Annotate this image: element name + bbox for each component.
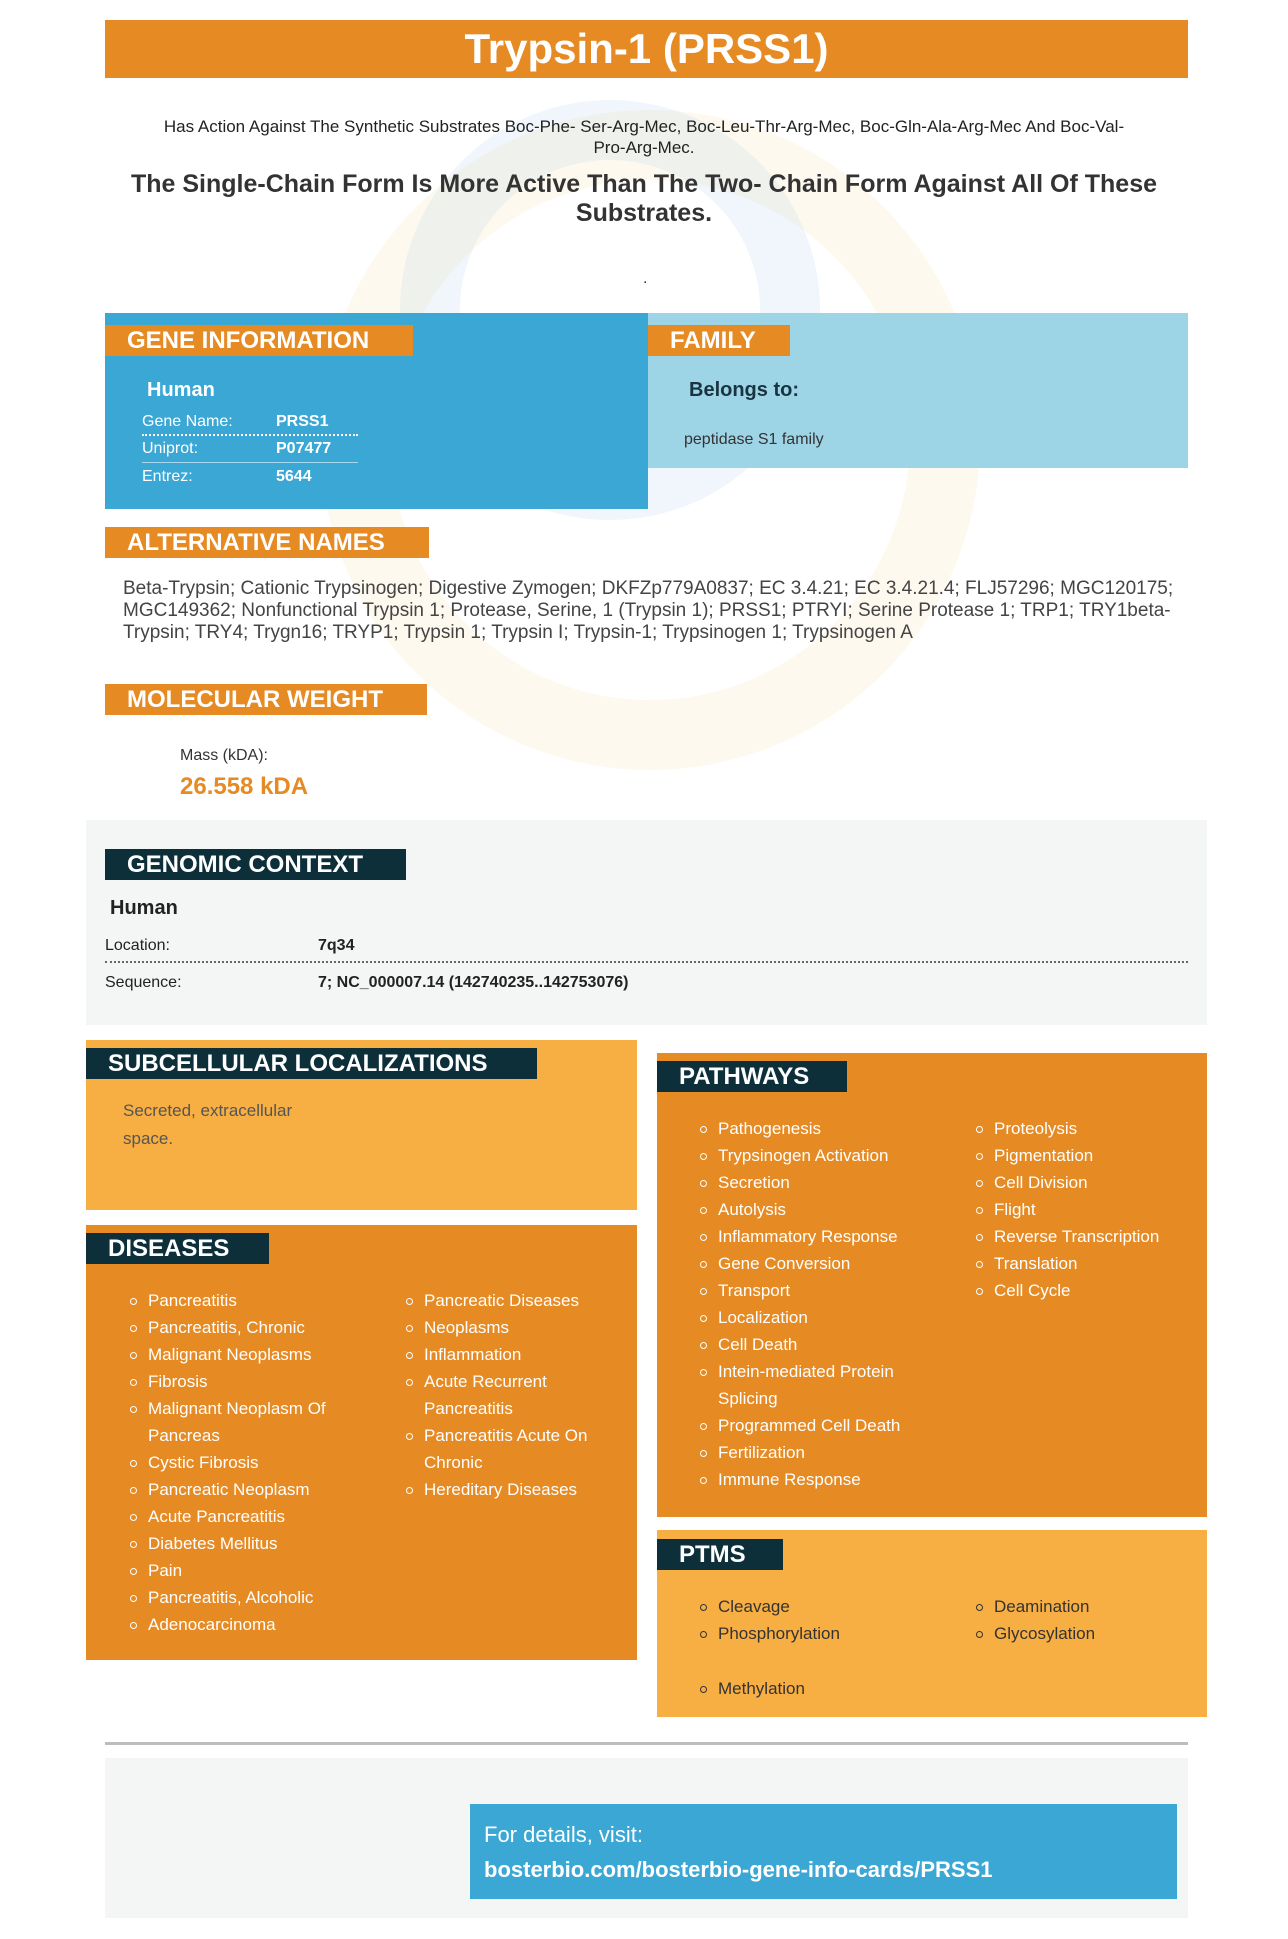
pathways-heading: PATHWAYS — [657, 1061, 847, 1092]
list-item: Inflammatory Response — [698, 1223, 938, 1250]
list-item: Malignant Neoplasm Of Pancreas — [128, 1395, 358, 1449]
list-item: Immune Response — [698, 1466, 938, 1493]
ptms-column-2 — [974, 1593, 1199, 1647]
list-item: Intein-mediated Protein Splicing — [698, 1358, 938, 1412]
list-item: Diabetes Mellitus — [128, 1530, 358, 1557]
sequence-value: 7; NC_000007.14 (142740235..142753076) — [318, 973, 629, 991]
list-item: Cell Death — [698, 1331, 938, 1358]
gene-species: Human — [147, 379, 215, 401]
pathways-column-2 — [974, 1115, 1199, 1304]
uniprot-value: P07477 — [276, 440, 332, 457]
list-item: Proteolysis — [974, 1115, 1199, 1142]
list-item: Flight — [974, 1196, 1199, 1223]
list-item: Acute Pancreatitis — [128, 1503, 358, 1530]
sequence-row — [105, 966, 1188, 999]
list-item: Cell Cycle — [974, 1277, 1199, 1304]
diseases-column-2 — [404, 1287, 619, 1503]
list-item: Glycosylation — [974, 1620, 1199, 1647]
diseases-list-1 — [128, 1287, 358, 1638]
pathways-column-1 — [698, 1115, 938, 1493]
list-item: Deamination — [974, 1593, 1199, 1620]
uniprot-row — [142, 436, 358, 463]
diseases-heading: DISEASES — [86, 1233, 269, 1264]
list-item: Pancreatitis, Chronic — [128, 1314, 358, 1341]
list-item: Trypsinogen Activation — [698, 1142, 938, 1169]
pathways-list-1 — [698, 1115, 938, 1493]
details-link-box[interactable] — [470, 1804, 1177, 1899]
gene-information-heading: GENE INFORMATION — [105, 325, 413, 356]
genomic-context-heading: GENOMIC CONTEXT — [105, 849, 406, 880]
list-item: Cleavage — [698, 1593, 938, 1620]
list-item: Fertilization — [698, 1439, 938, 1466]
subcellular-heading: SUBCELLULAR LOCALIZATIONS — [86, 1048, 537, 1079]
diseases-list-2 — [404, 1287, 619, 1503]
list-item: Acute Recurrent Pancreatitis — [404, 1368, 619, 1422]
ptms-column-1 — [698, 1593, 938, 1647]
ptms-heading: PTMS — [657, 1539, 783, 1570]
entrez-row — [142, 463, 358, 490]
list-item: Transport — [698, 1277, 938, 1304]
page-title: Trypsin-1 (PRSS1) — [105, 20, 1188, 78]
mass-value: 26.558 kDA — [180, 773, 309, 800]
details-url-link[interactable]: bosterbio.com/bosterbio-gene-info-cards/PRSS1 — [484, 1857, 993, 1882]
ptms-column-extra — [698, 1675, 938, 1702]
list-item: Pancreatic Diseases — [404, 1287, 619, 1314]
genomic-species: Human — [110, 897, 178, 919]
list-item: Hereditary Diseases — [404, 1476, 619, 1503]
ptms-list-2 — [974, 1593, 1199, 1647]
list-item: Programmed Cell Death — [698, 1412, 938, 1439]
location-value: 7q34 — [318, 936, 355, 954]
details-label: For details, visit: — [484, 1822, 643, 1847]
gene-info-table — [142, 409, 358, 490]
list-item: Pancreatitis — [128, 1287, 358, 1314]
list-item: Reverse Transcription — [974, 1223, 1199, 1250]
list-item: Pain — [128, 1557, 358, 1584]
list-item: Pigmentation — [974, 1142, 1199, 1169]
gene-name-row — [142, 409, 358, 436]
mass-label: Mass (kDA): — [180, 747, 268, 764]
family-value: peptidase S1 family — [684, 431, 824, 448]
sequence-label: Sequence: — [105, 973, 182, 991]
location-row — [105, 930, 1188, 963]
gene-name-label: Gene Name: — [142, 412, 233, 430]
diseases-column-1 — [128, 1287, 358, 1638]
location-label: Location: — [105, 936, 170, 954]
gene-name-value: PRSS1 — [276, 412, 329, 430]
entrez-value: 5644 — [276, 467, 312, 485]
list-item: Pathogenesis — [698, 1115, 938, 1142]
alternative-names-text: Beta-Trypsin; Cationic Trypsinogen; Digestive Zymogen; DKFZp779A0837; EC 3.4.21; EC 3.4.21.4; FLJ57296; MGC120175; MGC149362; Nonfunctional Trypsin 1; Protease, Serine, 1 (Trypsin 1); PRSS1; PTRYI; Serine Protease 1; TRP1; TRY1beta-Trypsin; TRY4; Trygn16; TRYP1; Trypsin 1; Trypsin I; Trypsin-1; Trypsinogen 1; Trypsinogen A — [123, 578, 1174, 643]
list-item: Inflammation — [404, 1341, 619, 1368]
function-description: Has Action Against The Synthetic Substrates Boc-Phe- Ser-Arg-Mec, Boc-Leu-Thr-Arg-Mec, Boc-Gln-Ala-Arg-Mec And Boc-Val- Pro-Arg-Mec. — [163, 117, 1125, 157]
alternative-names-heading: ALTERNATIVE NAMES — [105, 527, 429, 558]
family-belongs-label: Belongs to: — [689, 379, 799, 401]
entrez-label: Entrez: — [142, 467, 193, 485]
list-item: Gene Conversion — [698, 1250, 938, 1277]
molecular-weight-heading: MOLECULAR WEIGHT — [105, 684, 427, 715]
function-highlight: The Single-Chain Form Is More Active Than The Two- Chain Form Against All Of These Substrates. — [130, 170, 1157, 227]
list-item: Translation — [974, 1250, 1199, 1277]
footer-divider — [105, 1742, 1188, 1745]
list-item: Localization — [698, 1304, 938, 1331]
list-item: Pancreatitis, Alcoholic — [128, 1584, 358, 1611]
list-item: Methylation — [698, 1675, 938, 1702]
ptms-list-3 — [698, 1675, 938, 1702]
description-dot: . — [643, 270, 648, 287]
list-item: Malignant Neoplasms — [128, 1341, 358, 1368]
list-item: Phosphorylation — [698, 1620, 938, 1647]
family-heading: FAMILY — [648, 325, 790, 356]
ptms-list-1 — [698, 1593, 938, 1647]
pathways-list-2 — [974, 1115, 1199, 1304]
list-item: Secretion — [698, 1169, 938, 1196]
list-item: Neoplasms — [404, 1314, 619, 1341]
subcellular-text: Secreted, extracellular space. — [123, 1101, 293, 1148]
list-item: Pancreatic Neoplasm — [128, 1476, 358, 1503]
uniprot-label: Uniprot: — [142, 440, 199, 457]
list-item: Autolysis — [698, 1196, 938, 1223]
list-item: Adenocarcinoma — [128, 1611, 358, 1638]
list-item: Cystic Fibrosis — [128, 1449, 358, 1476]
list-item: Fibrosis — [128, 1368, 358, 1395]
list-item: Pancreatitis Acute On Chronic — [404, 1422, 619, 1476]
list-item: Cell Division — [974, 1169, 1199, 1196]
